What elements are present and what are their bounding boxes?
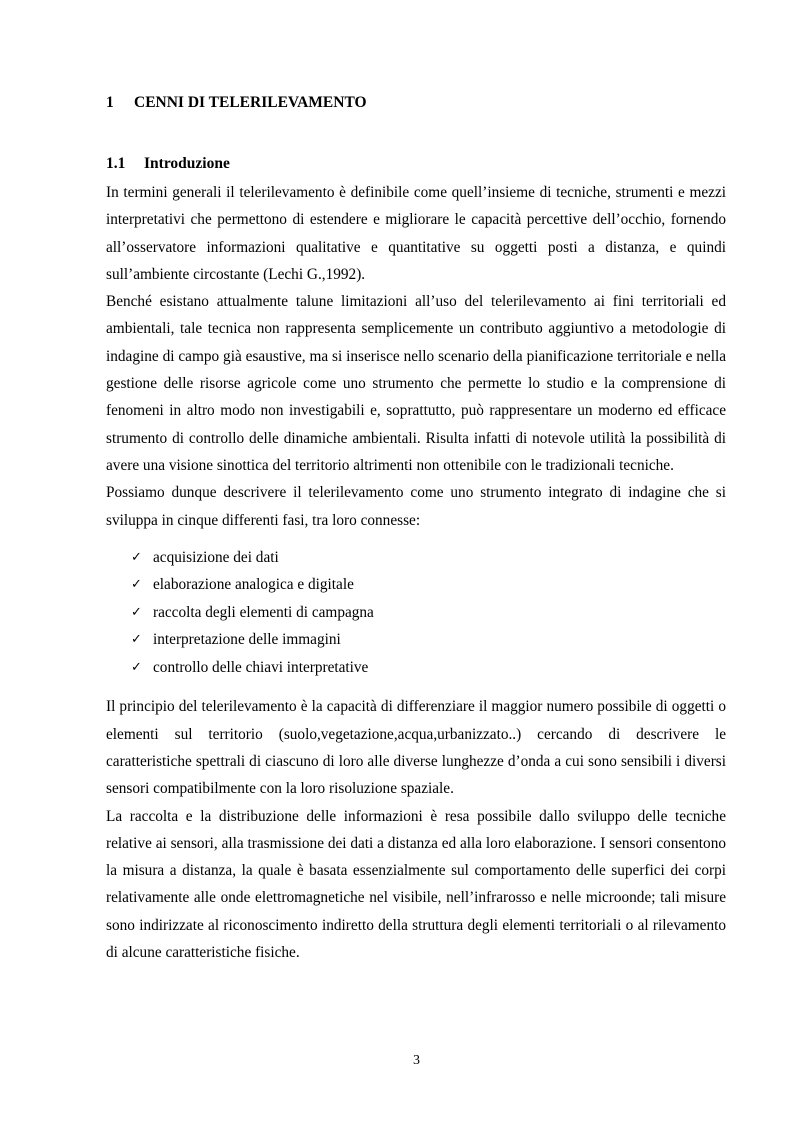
chapter-number: 1: [106, 94, 114, 111]
paragraph: In termini generali il telerilevamento è definibile come quell’insieme di tecniche, strumenti e mezzi interpretativi che permettono di estendere e migliorare le capacità percettive dell’occhio, fornendo all’osservatore informazioni qualitative e quantitative su oggetti posti a distanza, e quindi sull’ambiente circostante (Lechi G.,1992).: [106, 184, 726, 283]
checkmark-icon: ✓: [131, 549, 142, 565]
list-item-text: acquisizione dei dati: [153, 548, 279, 566]
paragraph: Il principio del telerilevamento è la capacità di differenziare il maggior numero possibile di oggetti o elementi sul territorio (suolo,vegetazione,acqua,urbanizzato..) cercando di descrivere le caratteristiche spettrali di ciascuno di loro alle diverse lunghezze d’onda a cui sono sensibili i diversi sensori compatibilmente con la loro risoluzione spaziale.: [106, 698, 726, 798]
list-item: [106, 544, 726, 572]
list-item-text: interpretazione delle immagini: [153, 631, 341, 649]
page-number: 3: [413, 1053, 420, 1068]
checkmark-icon: ✓: [131, 632, 142, 648]
list-item: [106, 571, 726, 599]
section-title: Introduzione: [144, 155, 230, 172]
phases-list: [106, 544, 726, 682]
chapter-heading: [106, 94, 367, 112]
checkmark-icon: ✓: [131, 604, 142, 620]
paragraph: Possiamo dunque descrivere il telerilevamento come uno strumento integrato di indagine che si sviluppa in cinque differenti fasi, tra loro connesse:: [106, 484, 726, 529]
list-item: [106, 626, 726, 654]
checkmark-icon: ✓: [131, 577, 142, 593]
section-number: 1.1: [106, 155, 126, 172]
checkmark-icon: ✓: [131, 659, 142, 675]
list-item-text: controllo delle chiavi interpretative: [153, 658, 369, 676]
list-item: [106, 654, 726, 682]
paragraph: La raccolta e la distribuzione delle informazioni è resa possibile dallo sviluppo delle tecniche relative ai sensori, alla trasmissione dei dati a distanza ed alla loro elaborazione. I sensori consentono la misura a distanza, la quale è basata essenzialmente sul comportamento delle superfici dei corpi relativamente alle onde elettromagnetiche nel visibile, nell’infrarosso e nelle microonde; tali misure sono indirizzate al riconoscimento indiretto della struttura degli elementi territoriali o al rilevamento di alcune caratteristiche fisiche.: [106, 807, 726, 962]
list-item: [106, 599, 726, 627]
paragraph: Benché esistano attualmente talune limitazioni all’uso del telerilevamento ai fini territoriali ed ambientali, tale tecnica non rappresenta semplicemente un contributo aggiuntivo a metodologie di indagine di campo già esaustive, ma si inserisce nello scenario della pianificazione territoriale e nella gestione delle risorse agricole come uno strumento che permette lo studio e la comprensione di fenomeni in altro modo non investigabili e, soprattutto, può rappresentare un moderno ed efficace strumento di controllo delle dinamiche ambientali. Risulta infatti di notevole utilità la possibilità di avere una visione sinottica del territorio altrimenti non ottenibile con le tradizionali tecniche.: [106, 293, 726, 474]
chapter-title: CENNI DI TELERILEVAMENTO: [134, 94, 367, 111]
list-item-text: elaborazione analogica e digitale: [153, 576, 354, 594]
list-item-text: raccolta degli elementi di campagna: [153, 603, 374, 621]
section-heading: [106, 155, 230, 173]
body-text: [106, 179, 726, 966]
